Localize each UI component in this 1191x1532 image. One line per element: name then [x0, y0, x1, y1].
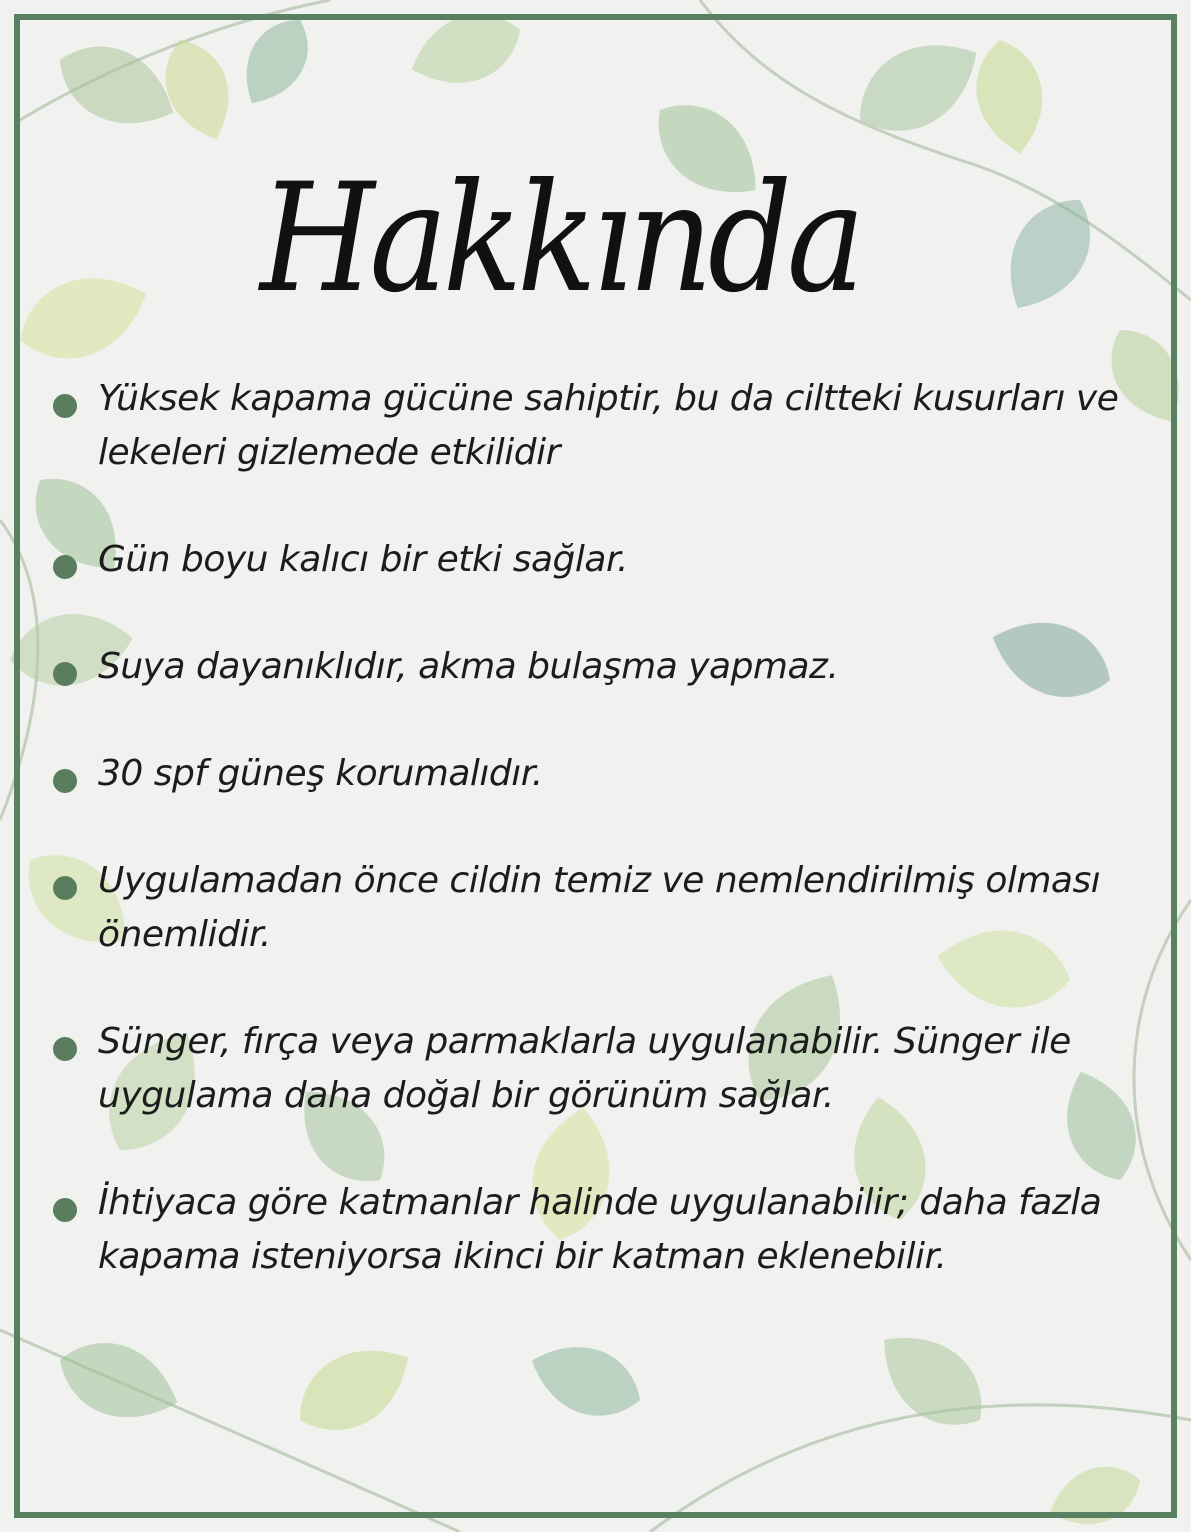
bullet-icon: [53, 1198, 77, 1222]
list-item-text: Uygulamadan önce cildin temiz ve nemlendirilmiş olması önemlidir.: [98, 860, 1101, 955]
bullet-icon: [53, 1037, 77, 1061]
list-item-text: 30 spf güneş korumalıdır.: [98, 753, 543, 794]
bullet-icon: [53, 876, 77, 900]
list-item-text: Sünger, fırça veya parmaklarla uygulanabilir. Sünger ile uygulama daha doğal bir görünüm sağlar.: [98, 1021, 1071, 1116]
bullet-icon: [53, 394, 77, 418]
feature-list: [50, 372, 1170, 1337]
list-item: [50, 533, 1170, 587]
list-item: [50, 640, 1170, 694]
list-item-text: Suya dayanıklıdır, akma bulaşma yapmaz.: [98, 646, 839, 687]
list-item-text: Yüksek kapama gücüne sahiptir, bu da ciltteki kusurları ve lekeleri gizlemede etkilidir: [98, 378, 1119, 473]
page-title: [250, 140, 870, 350]
list-item-text: Gün boyu kalıcı bir etki sağlar.: [98, 539, 628, 580]
list-item: [50, 854, 1170, 962]
list-item: [50, 1015, 1170, 1123]
list-item: [50, 372, 1170, 480]
list-item: [50, 747, 1170, 801]
bullet-icon: [53, 662, 77, 686]
bullet-icon: [53, 769, 77, 793]
bullet-icon: [53, 555, 77, 579]
list-item: [50, 1176, 1170, 1284]
page-title-text: Hakkında: [257, 152, 860, 326]
list-item-text: İhtiyaca göre katmanlar halinde uygulanabilir; daha fazla kapama isteniyorsa ikinci bir katman eklenebilir.: [98, 1182, 1102, 1277]
